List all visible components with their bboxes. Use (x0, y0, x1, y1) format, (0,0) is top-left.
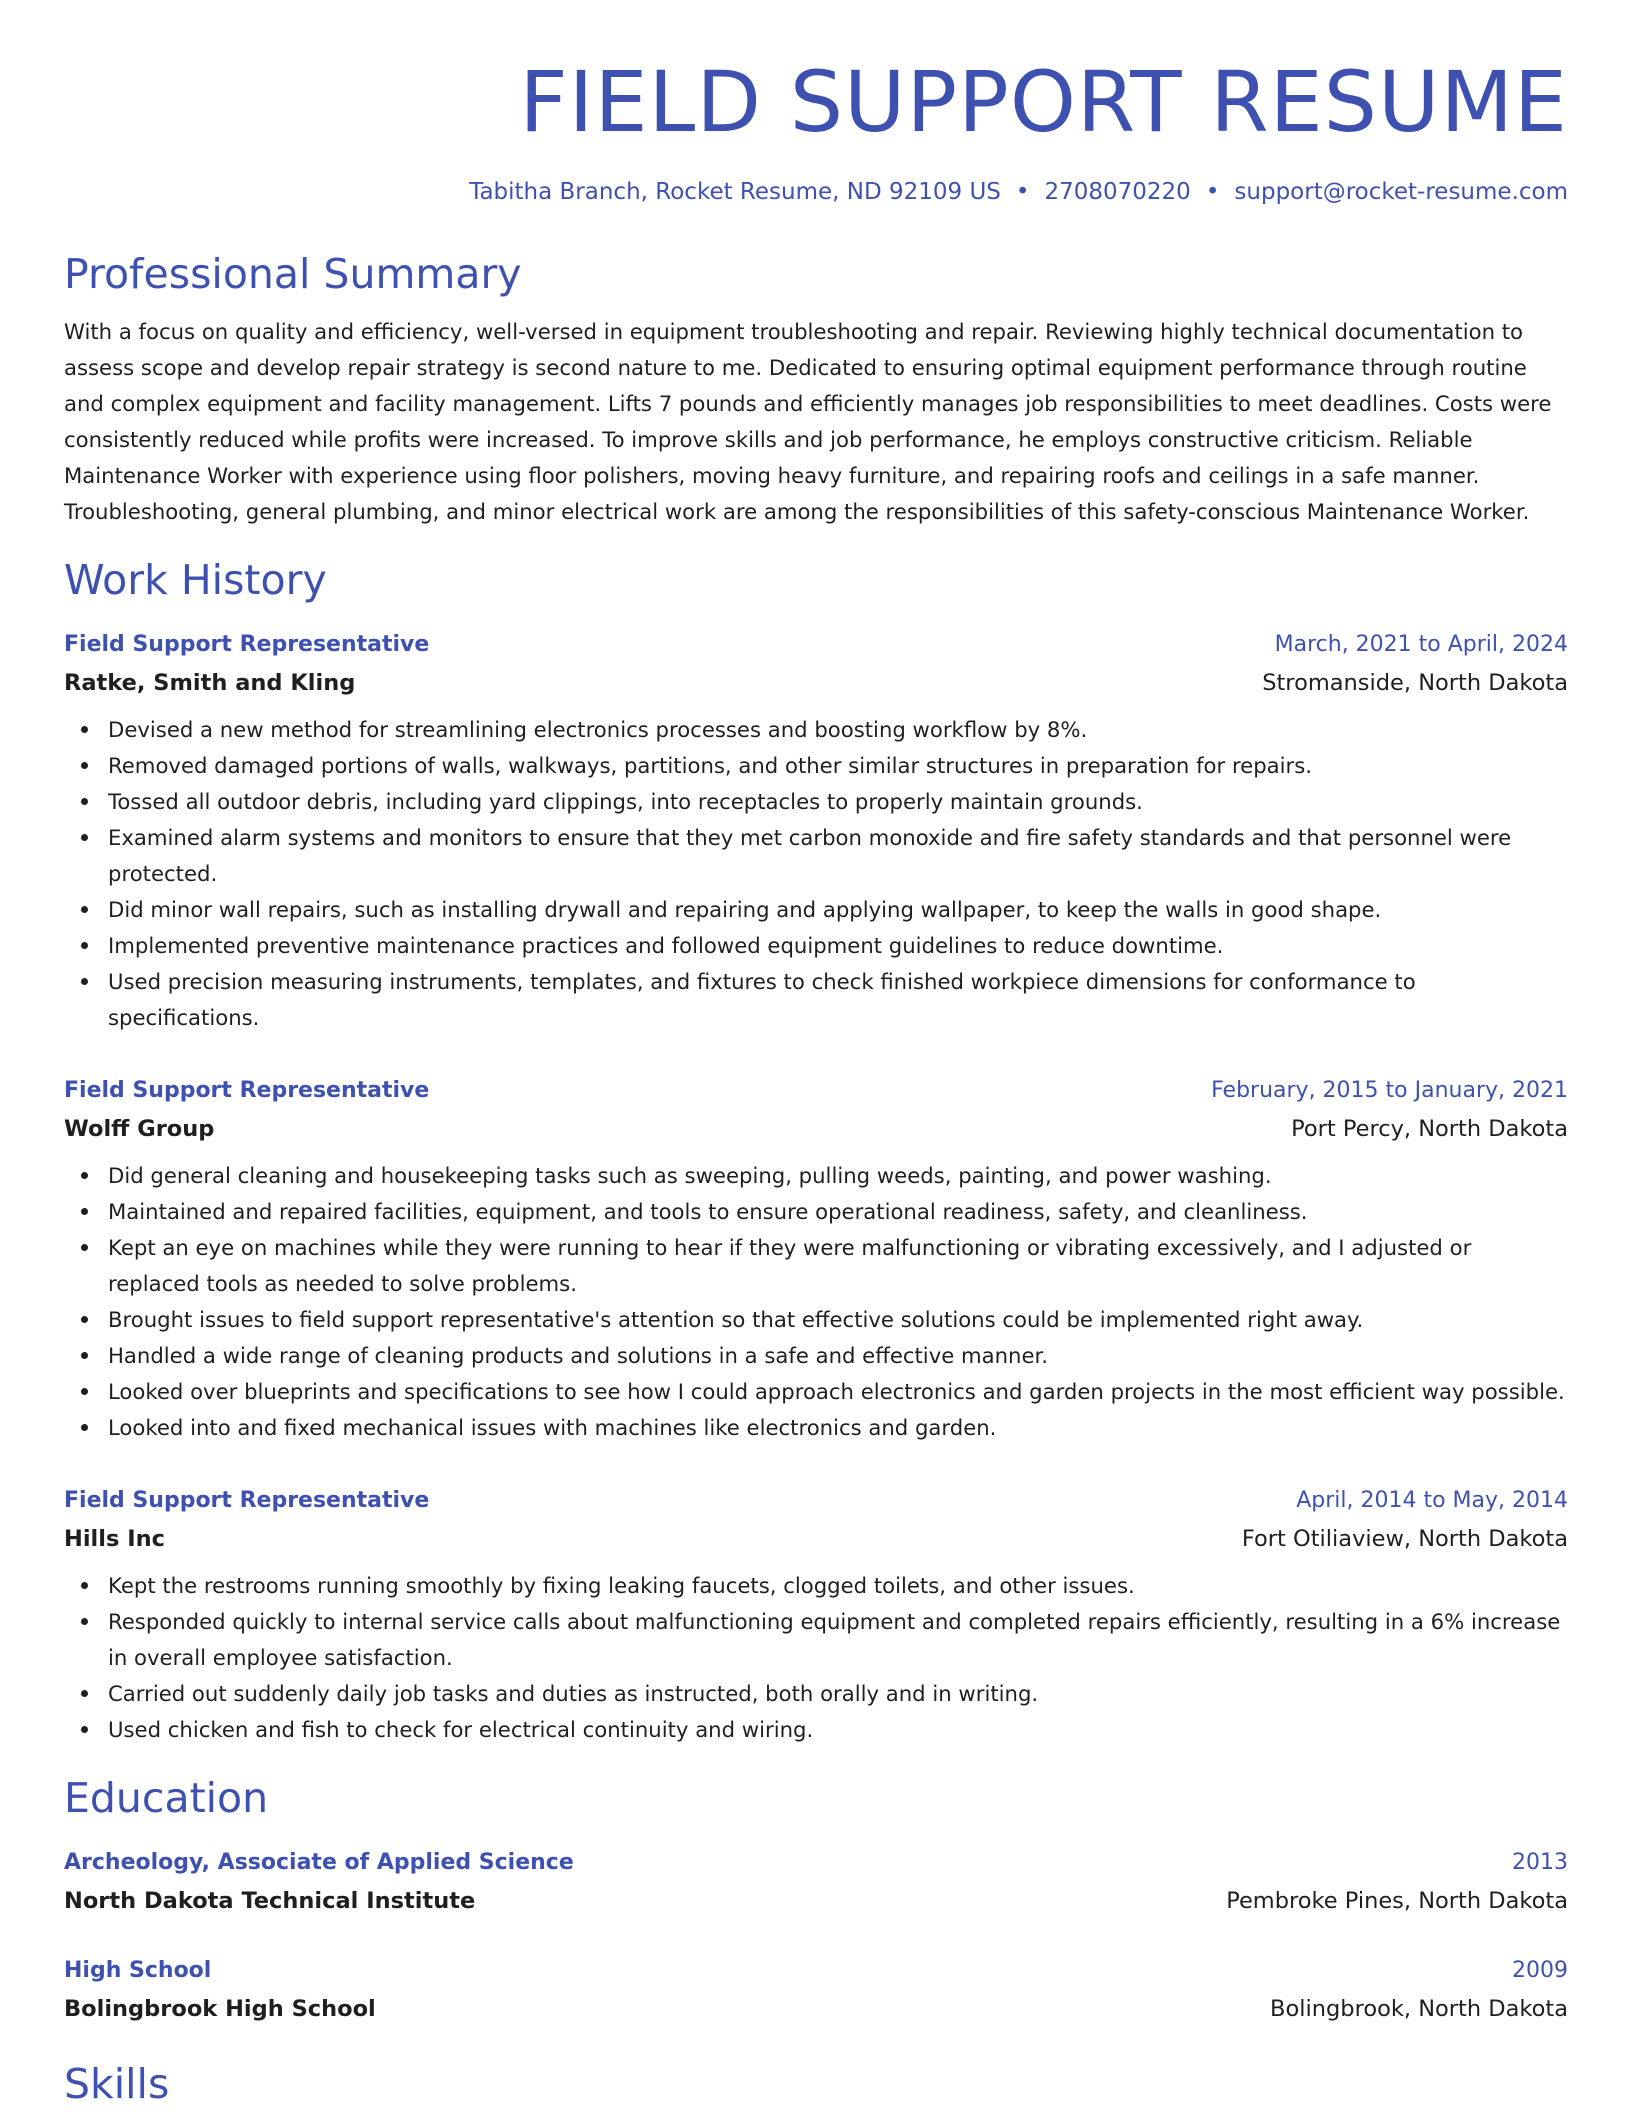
job-bullet: Brought issues to field support representative's attention so that effective solutions could be implemented right away. (108, 1302, 1568, 1338)
contact-email: support@rocket-resume.com (1234, 179, 1568, 205)
job-bullet: Maintained and repaired facilities, equipment, and tools to ensure operational readiness, safety, and cleanliness. (108, 1194, 1568, 1230)
job-company: Wolff Group (64, 1116, 215, 1142)
job-bullet: Did minor wall repairs, such as installing drywall and repairing and applying wallpaper, to keep the walls in good shape. (108, 892, 1568, 928)
contact-separator: • (1205, 179, 1220, 205)
job-title: Field Support Representative (64, 1078, 430, 1103)
job-bullet: Devised a new method for streamlining electronics processes and boosting workflow by 8%. (108, 712, 1568, 748)
job-title: Field Support Representative (64, 1488, 430, 1513)
job-bullet: Examined alarm systems and monitors to ensure that they met carbon monoxide and fire safety standards and that personnel were protected. (108, 820, 1568, 892)
job-header-row (64, 1482, 1568, 1520)
job-bullet: Kept the restrooms running smoothly by fixing leaking faucets, clogged toilets, and other issues. (108, 1568, 1568, 1604)
job-entry (64, 626, 1568, 1036)
education-header-row (64, 1952, 1568, 1990)
job-bullet: Removed damaged portions of walls, walkways, partitions, and other similar structures in preparation for repairs. (108, 748, 1568, 784)
education-degree: High School (64, 1958, 212, 1983)
education-location: Bolingbrook, North Dakota (1270, 1996, 1568, 2022)
job-bullets (64, 712, 1568, 1036)
job-bullet: Kept an eye on machines while they were running to hear if they were malfunctioning or vibrating excessively, and I adjusted or replaced tools as needed to solve problems. (108, 1230, 1568, 1302)
education-entry (64, 1844, 1568, 1920)
job-bullets (64, 1158, 1568, 1446)
education-entry (64, 1952, 1568, 2028)
job-location: Stromanside, North Dakota (1262, 670, 1568, 696)
skills-heading: Skills (64, 2060, 170, 2108)
job-entry (64, 1482, 1568, 1748)
job-dates: March, 2021 to April, 2024 (1274, 632, 1568, 657)
job-bullet: Implemented preventive maintenance practices and followed equipment guidelines to reduce downtime. (108, 928, 1568, 964)
job-bullet: Responded quickly to internal service calls about malfunctioning equipment and completed repairs efficiently, resulting in a 6% increase in overall employee satisfaction. (108, 1604, 1568, 1676)
job-company-row (64, 1110, 1568, 1148)
resume-title: FIELD SUPPORT RESUME (519, 53, 1568, 151)
job-bullet: Tossed all outdoor debris, including yard clippings, into receptacles to properly maintain grounds. (108, 784, 1568, 820)
job-bullet: Used chicken and fish to check for electrical continuity and wiring. (108, 1712, 1568, 1748)
job-location: Port Percy, North Dakota (1291, 1116, 1568, 1142)
job-title: Field Support Representative (64, 632, 430, 657)
job-bullet: Handled a wide range of cleaning products and solutions in a safe and effective manner. (108, 1338, 1568, 1374)
education-degree: Archeology, Associate of Applied Science (64, 1850, 574, 1875)
education-year: 2009 (1512, 1958, 1568, 1983)
summary-text: With a focus on quality and efficiency, well-versed in equipment troubleshooting and repair. Reviewing highly technical documentation to assess scope and develop repair strategy is second nature to me. Dedicated to ensuring optimal equipment performance through routine and complex equipment and facility management. Lifts 7 pounds and efficiently manages job responsibilities to meet deadlines. Costs were consistently reduced while profits were increased. To improve skills and job performance, he employs constructive criticism. Reliable Maintenance Worker with experience using floor polishers, moving heavy furniture, and repairing roofs and ceilings in a safe manner. Troubleshooting, general plumbing, and minor electrical work are among the responsibilities of this safety-conscious Maintenance Worker. (64, 319, 1552, 524)
education-school-row (64, 1990, 1568, 2028)
contact-address: Tabitha Branch, Rocket Resume, ND 92109 US (469, 179, 1001, 205)
job-header-row (64, 1072, 1568, 1110)
education-heading: Education (64, 1774, 269, 1822)
job-bullet: Did general cleaning and housekeeping tasks such as sweeping, pulling weeds, painting, and power washing. (108, 1158, 1568, 1194)
job-dates: February, 2015 to January, 2021 (1211, 1078, 1568, 1103)
job-bullet: Looked over blueprints and specifications to see how I could approach electronics and garden projects in the most efficient way possible. (108, 1374, 1568, 1410)
job-bullet: Carried out suddenly daily job tasks and duties as instructed, both orally and in writing. (108, 1676, 1568, 1712)
job-bullet: Looked into and fixed mechanical issues with machines like electronics and garden. (108, 1410, 1568, 1446)
job-company-row (64, 664, 1568, 702)
job-dates: April, 2014 to May, 2014 (1296, 1488, 1568, 1513)
contact-separator: • (1015, 179, 1030, 205)
job-bullets (64, 1568, 1568, 1748)
job-company: Hills Inc (64, 1526, 165, 1552)
education-school: Bolingbrook High School (64, 1996, 376, 2022)
education-header-row (64, 1844, 1568, 1882)
education-location: Pembroke Pines, North Dakota (1226, 1888, 1568, 1914)
job-bullet: Used precision measuring instruments, templates, and fixtures to check finished workpiece dimensions for conformance to specifications. (108, 964, 1568, 1036)
job-header-row (64, 626, 1568, 664)
job-location: Fort Otiliaview, North Dakota (1241, 1526, 1568, 1552)
education-school-row (64, 1882, 1568, 1920)
job-company: Ratke, Smith and Kling (64, 670, 356, 696)
education-year: 2013 (1512, 1850, 1568, 1875)
contact-line (64, 176, 1568, 208)
work-history-heading: Work History (64, 556, 327, 604)
summary-heading: Professional Summary (64, 250, 522, 298)
job-company-row (64, 1520, 1568, 1558)
job-entry (64, 1072, 1568, 1446)
education-school: North Dakota Technical Institute (64, 1888, 476, 1914)
contact-phone: 2708070220 (1044, 179, 1191, 205)
